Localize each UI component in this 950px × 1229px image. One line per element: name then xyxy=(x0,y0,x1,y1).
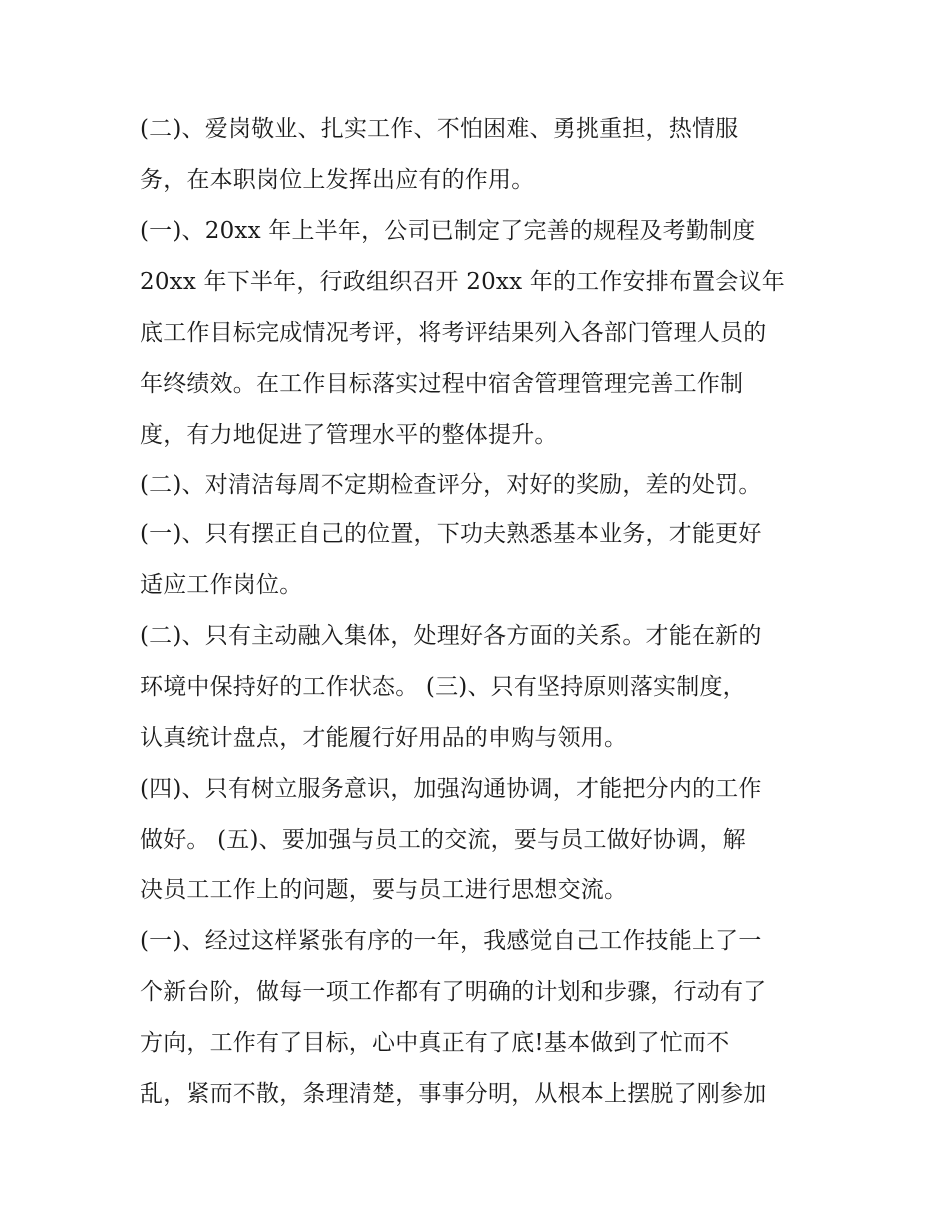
text-line: 20xx 年下半年，行政组织召开 20xx 年的工作安排布置会议年 xyxy=(140,269,785,295)
text-line: 做好。 (五)、要加强与员工的交流，要与员工做好协调，解 xyxy=(140,827,746,853)
text-line: 年终绩效。在工作目标落实过程中宿舍管理管理完善工作制 xyxy=(140,371,744,397)
text-line: 度，有力地促进了管理水平的整体提升。 xyxy=(140,422,558,448)
text-line: 底工作目标完成情况考评，将考评结果列入各部门管理人员的 xyxy=(140,320,767,346)
text-line: (一)、20xx 年上半年，公司已制定了完善的规程及考勤制度 xyxy=(140,218,756,244)
text-line: (四)、只有树立服务意识，加强沟通协调，才能把分内的工作 xyxy=(140,776,762,802)
text-line: 适应工作岗位。 xyxy=(140,572,303,598)
text-line: 方向，工作有了目标，心中真正有了底!基本做到了忙而不 xyxy=(140,1030,730,1056)
text-line: 决员工工作上的问题，要与员工进行思想交流。 xyxy=(140,877,628,903)
text-line: 乱，紧而不散，条理清楚，事事分明，从根本上摆脱了刚参加 xyxy=(140,1081,767,1107)
text-line: (一)、经过这样紧张有序的一年，我感觉自己工作技能上了一 xyxy=(140,928,762,954)
text-line: (二)、只有主动融入集体，处理好各方面的关系。才能在新的 xyxy=(140,623,762,649)
text-line: 务，在本职岗位上发挥出应有的作用。 xyxy=(140,167,535,193)
text-line: 认真统计盘点，才能履行好用品的申购与领用。 xyxy=(140,725,628,751)
text-line: 环境中保持好的工作状态。 (三)、只有坚持原则落实制度， xyxy=(140,674,746,700)
text-line: (二)、对清洁每周不定期检查评分，对好的奖励，差的处罚。 xyxy=(140,472,762,498)
text-line: 个新台阶，做每一项工作都有了明确的计划和步骤，行动有了 xyxy=(140,979,767,1005)
text-line: (二)、爱岗敬业、扎实工作、不怕困难、勇挑重担，热情服 xyxy=(140,116,739,142)
text-line: (一)、只有摆正自己的位置，下功夫熟悉基本业务，才能更好 xyxy=(140,521,762,547)
